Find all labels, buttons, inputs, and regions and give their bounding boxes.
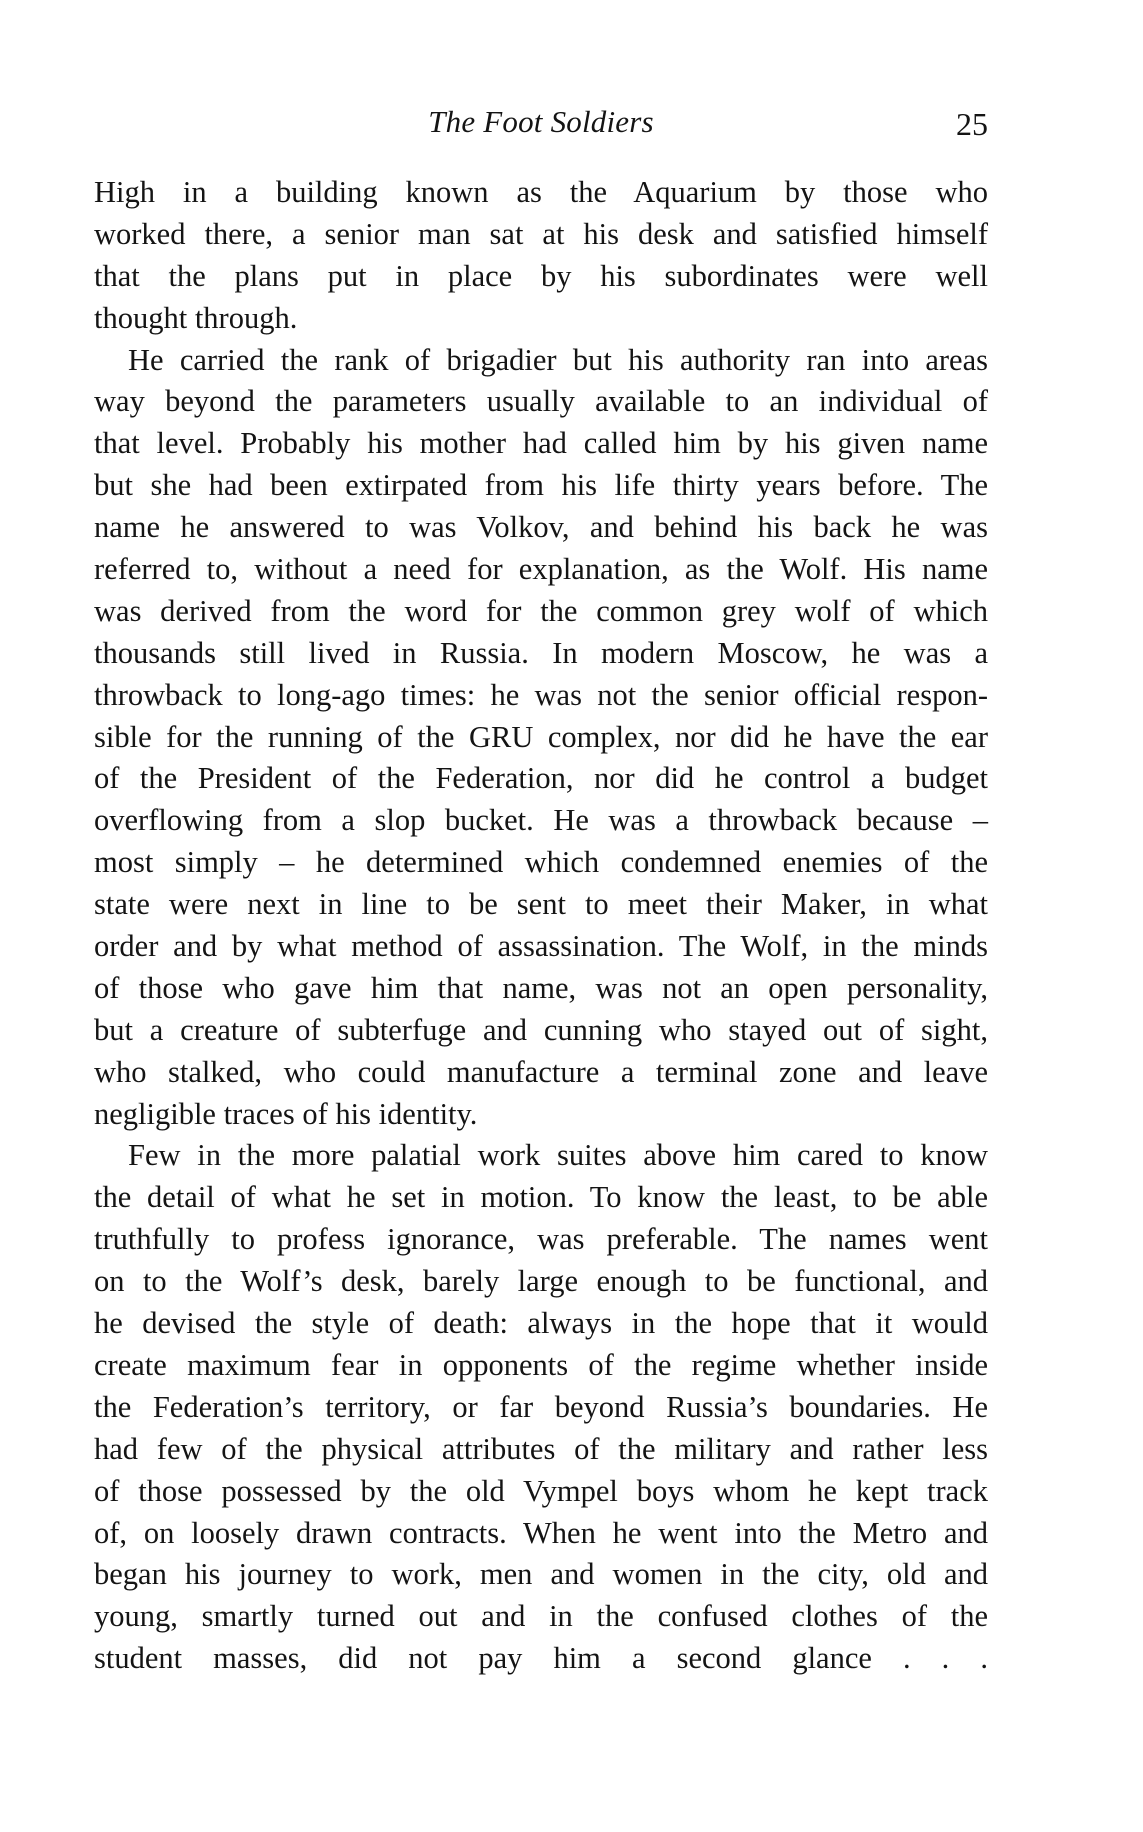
text-line: Few in the more palatial work suites above him cared to know bbox=[128, 1138, 988, 1173]
text-line: order and by what method of assassination. The Wolf, in the minds bbox=[94, 929, 988, 964]
text-line: of the President of the Federation, nor did he control a budget bbox=[94, 761, 988, 796]
text-line: High in a building known as the Aquarium by those who bbox=[94, 175, 988, 209]
page-number: 25 bbox=[956, 106, 988, 142]
running-title: The Foot Soldiers bbox=[428, 104, 654, 139]
paragraph-1 bbox=[94, 172, 988, 340]
text-line: but a creature of subterfuge and cunning who stayed out of sight, bbox=[94, 1012, 988, 1047]
text-line: he devised the style of death: always in the hope that it would bbox=[94, 1306, 988, 1341]
text-line: of, on loosely drawn contracts. When he went into the Metro and bbox=[94, 1515, 988, 1550]
text-line: state were next in line to be sent to meet their Maker, in what bbox=[94, 887, 988, 922]
text-line: began his journey to work, men and women in the city, old and bbox=[94, 1557, 988, 1592]
text-line: most simply – he determined which condemned enemies of the bbox=[94, 845, 988, 880]
text-line: who stalked, who could manufacture a terminal zone and leave bbox=[94, 1054, 988, 1089]
body-text bbox=[94, 172, 988, 1680]
text-line: name he answered to was Volkov, and behind his back he was bbox=[94, 510, 988, 545]
running-head bbox=[94, 100, 988, 144]
text-line: of those possessed by the old Vympel boys whom he kept track bbox=[94, 1473, 988, 1508]
text-line: create maximum fear in opponents of the regime whether inside bbox=[94, 1347, 988, 1382]
text-line: He carried the rank of brigadier but his authority ran into areas bbox=[128, 342, 988, 377]
text-line: way beyond the parameters usually available to an individual of bbox=[94, 384, 988, 419]
text-line: that the plans put in place by his subordinates were well bbox=[94, 258, 988, 293]
text-line: sible for the running of the GRU complex, nor did he have the ear bbox=[94, 719, 988, 754]
text-line: thought through. bbox=[94, 300, 298, 335]
text-line: the detail of what he set in motion. To know the least, to be able bbox=[94, 1180, 988, 1215]
text-line: worked there, a senior man sat at his desk and satisfied himself bbox=[94, 216, 988, 251]
text-line: but she had been extirpated from his life thirty years before. The bbox=[94, 468, 988, 503]
text-line: that level. Probably his mother had called him by his given name bbox=[94, 426, 988, 461]
text-line: overflowing from a slop bucket. He was a throwback because – bbox=[94, 803, 988, 838]
text-line: young, smartly turned out and in the confused clothes of the bbox=[94, 1599, 988, 1634]
text-line: the Federation’s territory, or far beyond Russia’s boundaries. He bbox=[94, 1389, 988, 1424]
text-line: thousands still lived in Russia. In modern Moscow, he was a bbox=[94, 635, 988, 670]
paragraph-3 bbox=[94, 1135, 988, 1680]
text-line: throwback to long-ago times: he was not the senior official respon- bbox=[94, 677, 988, 712]
text-line: on to the Wolf’s desk, barely large enough to be functional, and bbox=[94, 1264, 988, 1299]
paragraph-2 bbox=[94, 340, 988, 1136]
text-line: student masses, did not pay him a second glance . . . bbox=[94, 1641, 988, 1676]
text-line: truthfully to profess ignorance, was preferable. The names went bbox=[94, 1222, 988, 1257]
text-line: referred to, without a need for explanation, as the Wolf. His name bbox=[94, 552, 988, 587]
text-line: negligible traces of his identity. bbox=[94, 1096, 478, 1131]
text-line: was derived from the word for the common grey wolf of which bbox=[94, 593, 988, 628]
text-line: had few of the physical attributes of the military and rather less bbox=[94, 1431, 988, 1466]
text-line: of those who gave him that name, was not an open personality, bbox=[94, 970, 988, 1005]
